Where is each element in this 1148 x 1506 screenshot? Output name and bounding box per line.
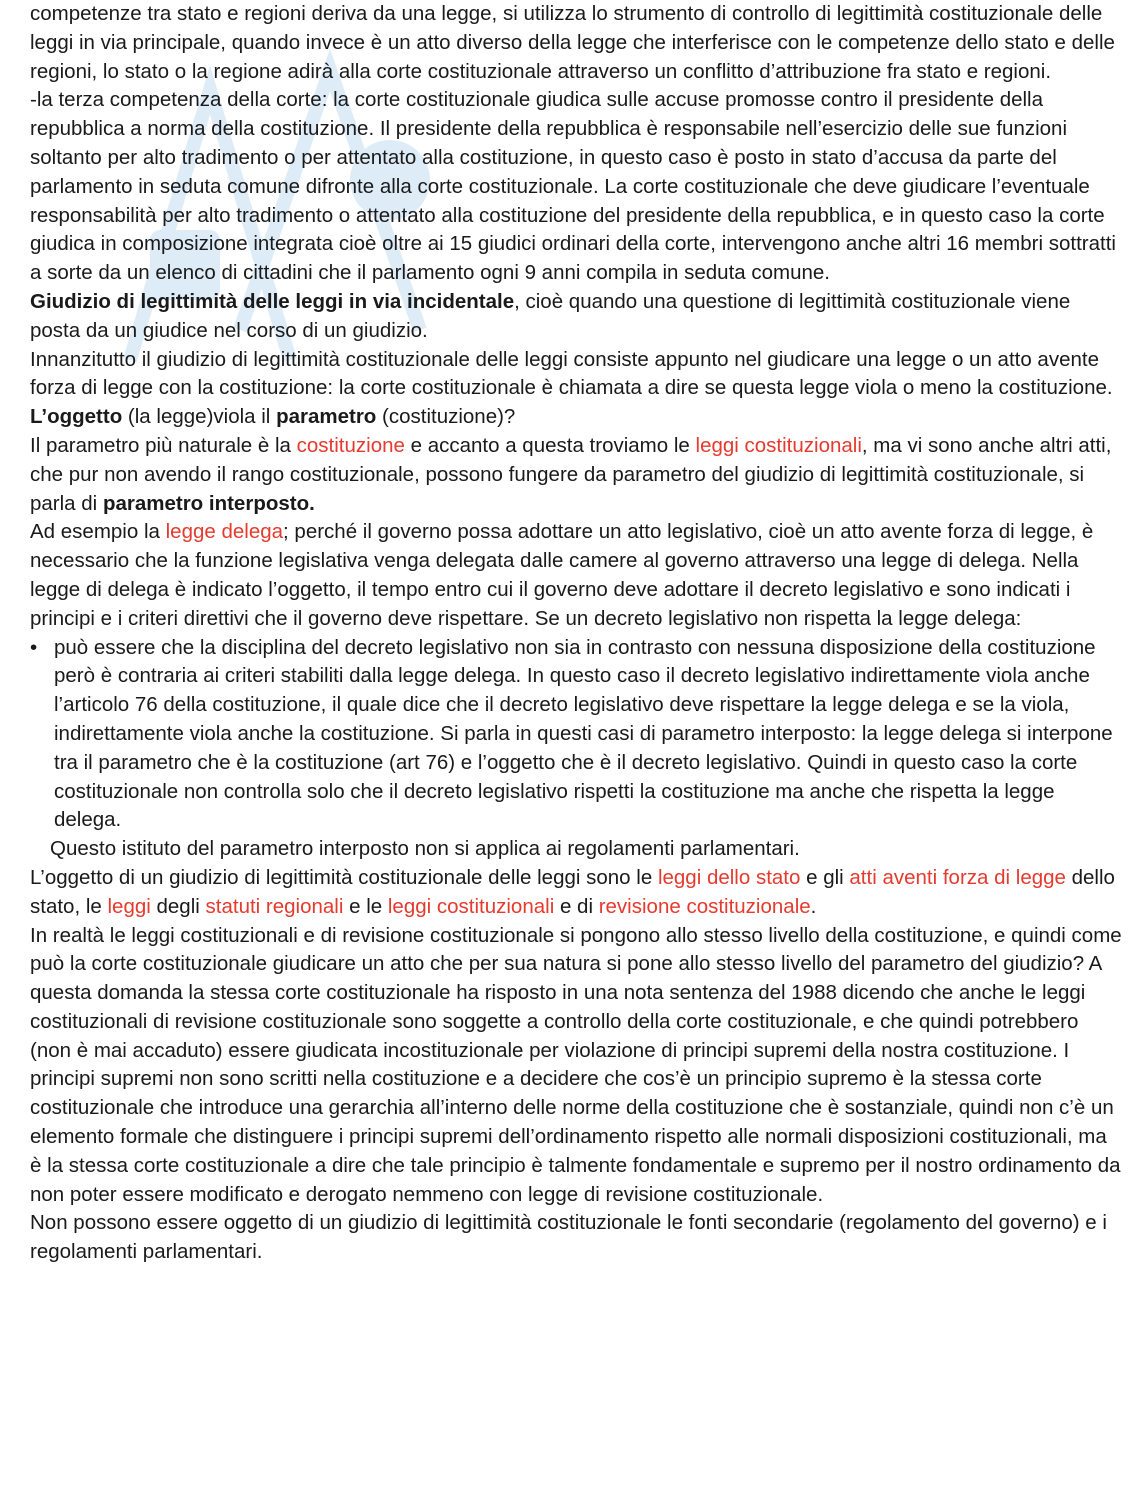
- term-parametro-interposto: parametro interposto.: [102, 491, 315, 515]
- paragraph-giudizio-incidentale: Giudizio di legittimità delle leggi in via incidentale, cioè quando una questione di legittimità costituzionale viene posta da un giudice nel corso di un giudizio.: [30, 289, 1071, 342]
- paragraph-parametro-naturale: Il parametro più naturale è la costituzione e accanto a questa troviamo le leggi costituzionali, ma vi sono anche altri atti, che pur non avendo il rango costituzionale, possono fungere da parametro del giudizio di legittimità costituzionale, si parla di parametro interposto.: [30, 433, 1112, 515]
- list-item: • può essere che la disciplina del decreto legislativo non sia in contrasto con nessuna disposizione della costituzione però è contraria ai criteri stabiliti dalla legge delega. In questo caso il decreto legislativo indirettamente viola anche l’articolo 76 della costituzione, il quale dice che il decreto legislativo deve rispettare la legge delega e se la viola, indirettamente viola anche la costituzione. Si parla in questi casi di parametro interposto: la legge delega si interpone tra il parametro che è la costituzione (art 76) e l’oggetto che è il decreto legislativo. Quindi in questo caso la corte costituzionale non controlla solo che il decreto legislativo rispetti la costituzione ma anche che rispetta la legge delega.: [30, 635, 1113, 832]
- paragraph-in-realta: In realtà le leggi costituzionali e di revisione costituzionale si pongono allo stesso livello della costituzione, e quindi come può la corte costituzionale giudicare un atto che per sua natura si pone allo stesso livello del parametro del giudizio? A questa domanda la stessa corte costituzionale ha risposto in una nota sentenza del 1988 dicendo che anche le leggi costituzionali di revisione costituzionale sono soggette a controllo della corte costituzionale, e che quindi potrebbero (non è mai accaduto) essere giudicata incostituzionale per violazione di principi supremi della nostra costituzione. I principi supremi non sono scritti nella costituzione e a decidere che cos’è un principio supremo è la stessa corte costituzionale che introduce una gerarchia all’interno delle norme della costituzione che è sostanziale, quindi non c’è un elemento formale che distinguere i principi supremi dell’ordinamento rispetto alle normali disposizioni costituzionali, ma è la stessa corte costituzionale a dire che tale principio è talmente fondamentale e supremo per il nostro ordinamento da non poter essere modificato e derogato nemmeno con legge di revisione costituzionale.: [30, 923, 1122, 1206]
- highlight-leggi-costituzionali-2: leggi costituzionali: [387, 894, 555, 918]
- paragraph-legge-delega: Ad esempio la legge delega; perché il governo possa adottare un atto legislativo, cioè un atto avente forza di legge, è necessario che la funzione legislativa venga delegata dalle camere al governo attraverso una legge di delega. Nella legge di delega è indicato l’oggetto, il tempo entro cui il governo deve adottare il decreto legislativo e sono indicati i principi e i criteri direttivi che il governo deve rispettare. Se un decreto legislativo non rispetta la legge delega:: [30, 520, 1094, 630]
- term-parametro: parametro: [276, 405, 377, 429]
- paragraph-istituto: Questo istituto del parametro interposto non si applica ai regolamenti parlamentari.: [50, 837, 800, 861]
- highlight-leggi: leggi: [107, 894, 151, 918]
- highlight-leggi-costituzionali: leggi costituzionali: [695, 433, 862, 457]
- bullet-icon: •: [30, 635, 38, 659]
- paragraph-innanzitutto: Innanzitutto il giudizio di legittimità costituzionale delle leggi consiste appunto nel giudicare una legge o un atto avente forza di legge con la costituzione: la corte costituzionale è chiamata a dire se questa legge viola o meno la costituzione. L’oggetto (la legge)viola il parametro (costituzione)?: [30, 347, 1113, 429]
- highlight-legge-delega: legge delega: [165, 520, 284, 544]
- bullet-list: [30, 634, 1122, 836]
- highlight-statuti-regionali: statuti regionali: [205, 894, 344, 918]
- paragraph-fonti-secondarie: Non possono essere oggetto di un giudizio di legittimità costituzionale le fonti secondarie (regolamento del governo) e i regolamenti parlamentari.: [30, 1211, 1107, 1264]
- highlight-revisione-costituzionale: revisione costituzionale: [598, 894, 811, 918]
- highlight-leggi-dello-stato: leggi dello stato: [657, 865, 801, 889]
- term-oggetto: L’oggetto: [30, 405, 123, 429]
- paragraph-competenze: competenze tra stato e regioni deriva da una legge, si utilizza lo strumento di controllo di legittimità costituzionale delle leggi in via principale, quando invece è un atto diverso della legge che interferisce con le competenze dello stato e delle regioni, lo stato o la regione adirà alla corte costituzionale attraverso un conflitto d’attribuzione fra stato e regioni.: [30, 2, 1115, 83]
- document-page: [30, 0, 1122, 1267]
- highlight-atti-aventi-forza: atti aventi forza di legge: [849, 865, 1066, 889]
- highlight-costituzione: costituzione: [296, 433, 405, 457]
- paragraph-oggetto-giudizio: L’oggetto di un giudizio di legittimità costituzionale delle leggi sono le leggi dello stato e gli atti aventi forza di legge dello stato, le leggi degli statuti regionali e le leggi costituzionali e di revisione costituzionale.: [30, 865, 1115, 918]
- paragraph-terza-competenza: -la terza competenza della corte: la corte costituzionale giudica sulle accuse promosse contro il presidente della repubblica a norma della costituzione. Il presidente della repubblica è responsabile nell’esercizio delle sue funzioni soltanto per alto tradimento o per attentato alla costituzione, in questo caso è posto in stato d’accusa da parte del parlamento in seduta comune difronte alla corte costituzionale. La corte costituzionale che deve giudicare l’eventuale responsabilità per alto tradimento o attentato alla costituzione del presidente della repubblica, e in questo caso la corte giudica in composizione integrata cioè oltre ai 15 giudici ordinari della corte, intervengono anche altri 16 membri sottratti a sorte da un elenco di cittadini che il parlamento ogni 9 anni compila in seduta comune.: [30, 88, 1116, 285]
- heading-giudizio-incidentale: Giudizio di legittimità delle leggi in via incidentale: [30, 289, 515, 313]
